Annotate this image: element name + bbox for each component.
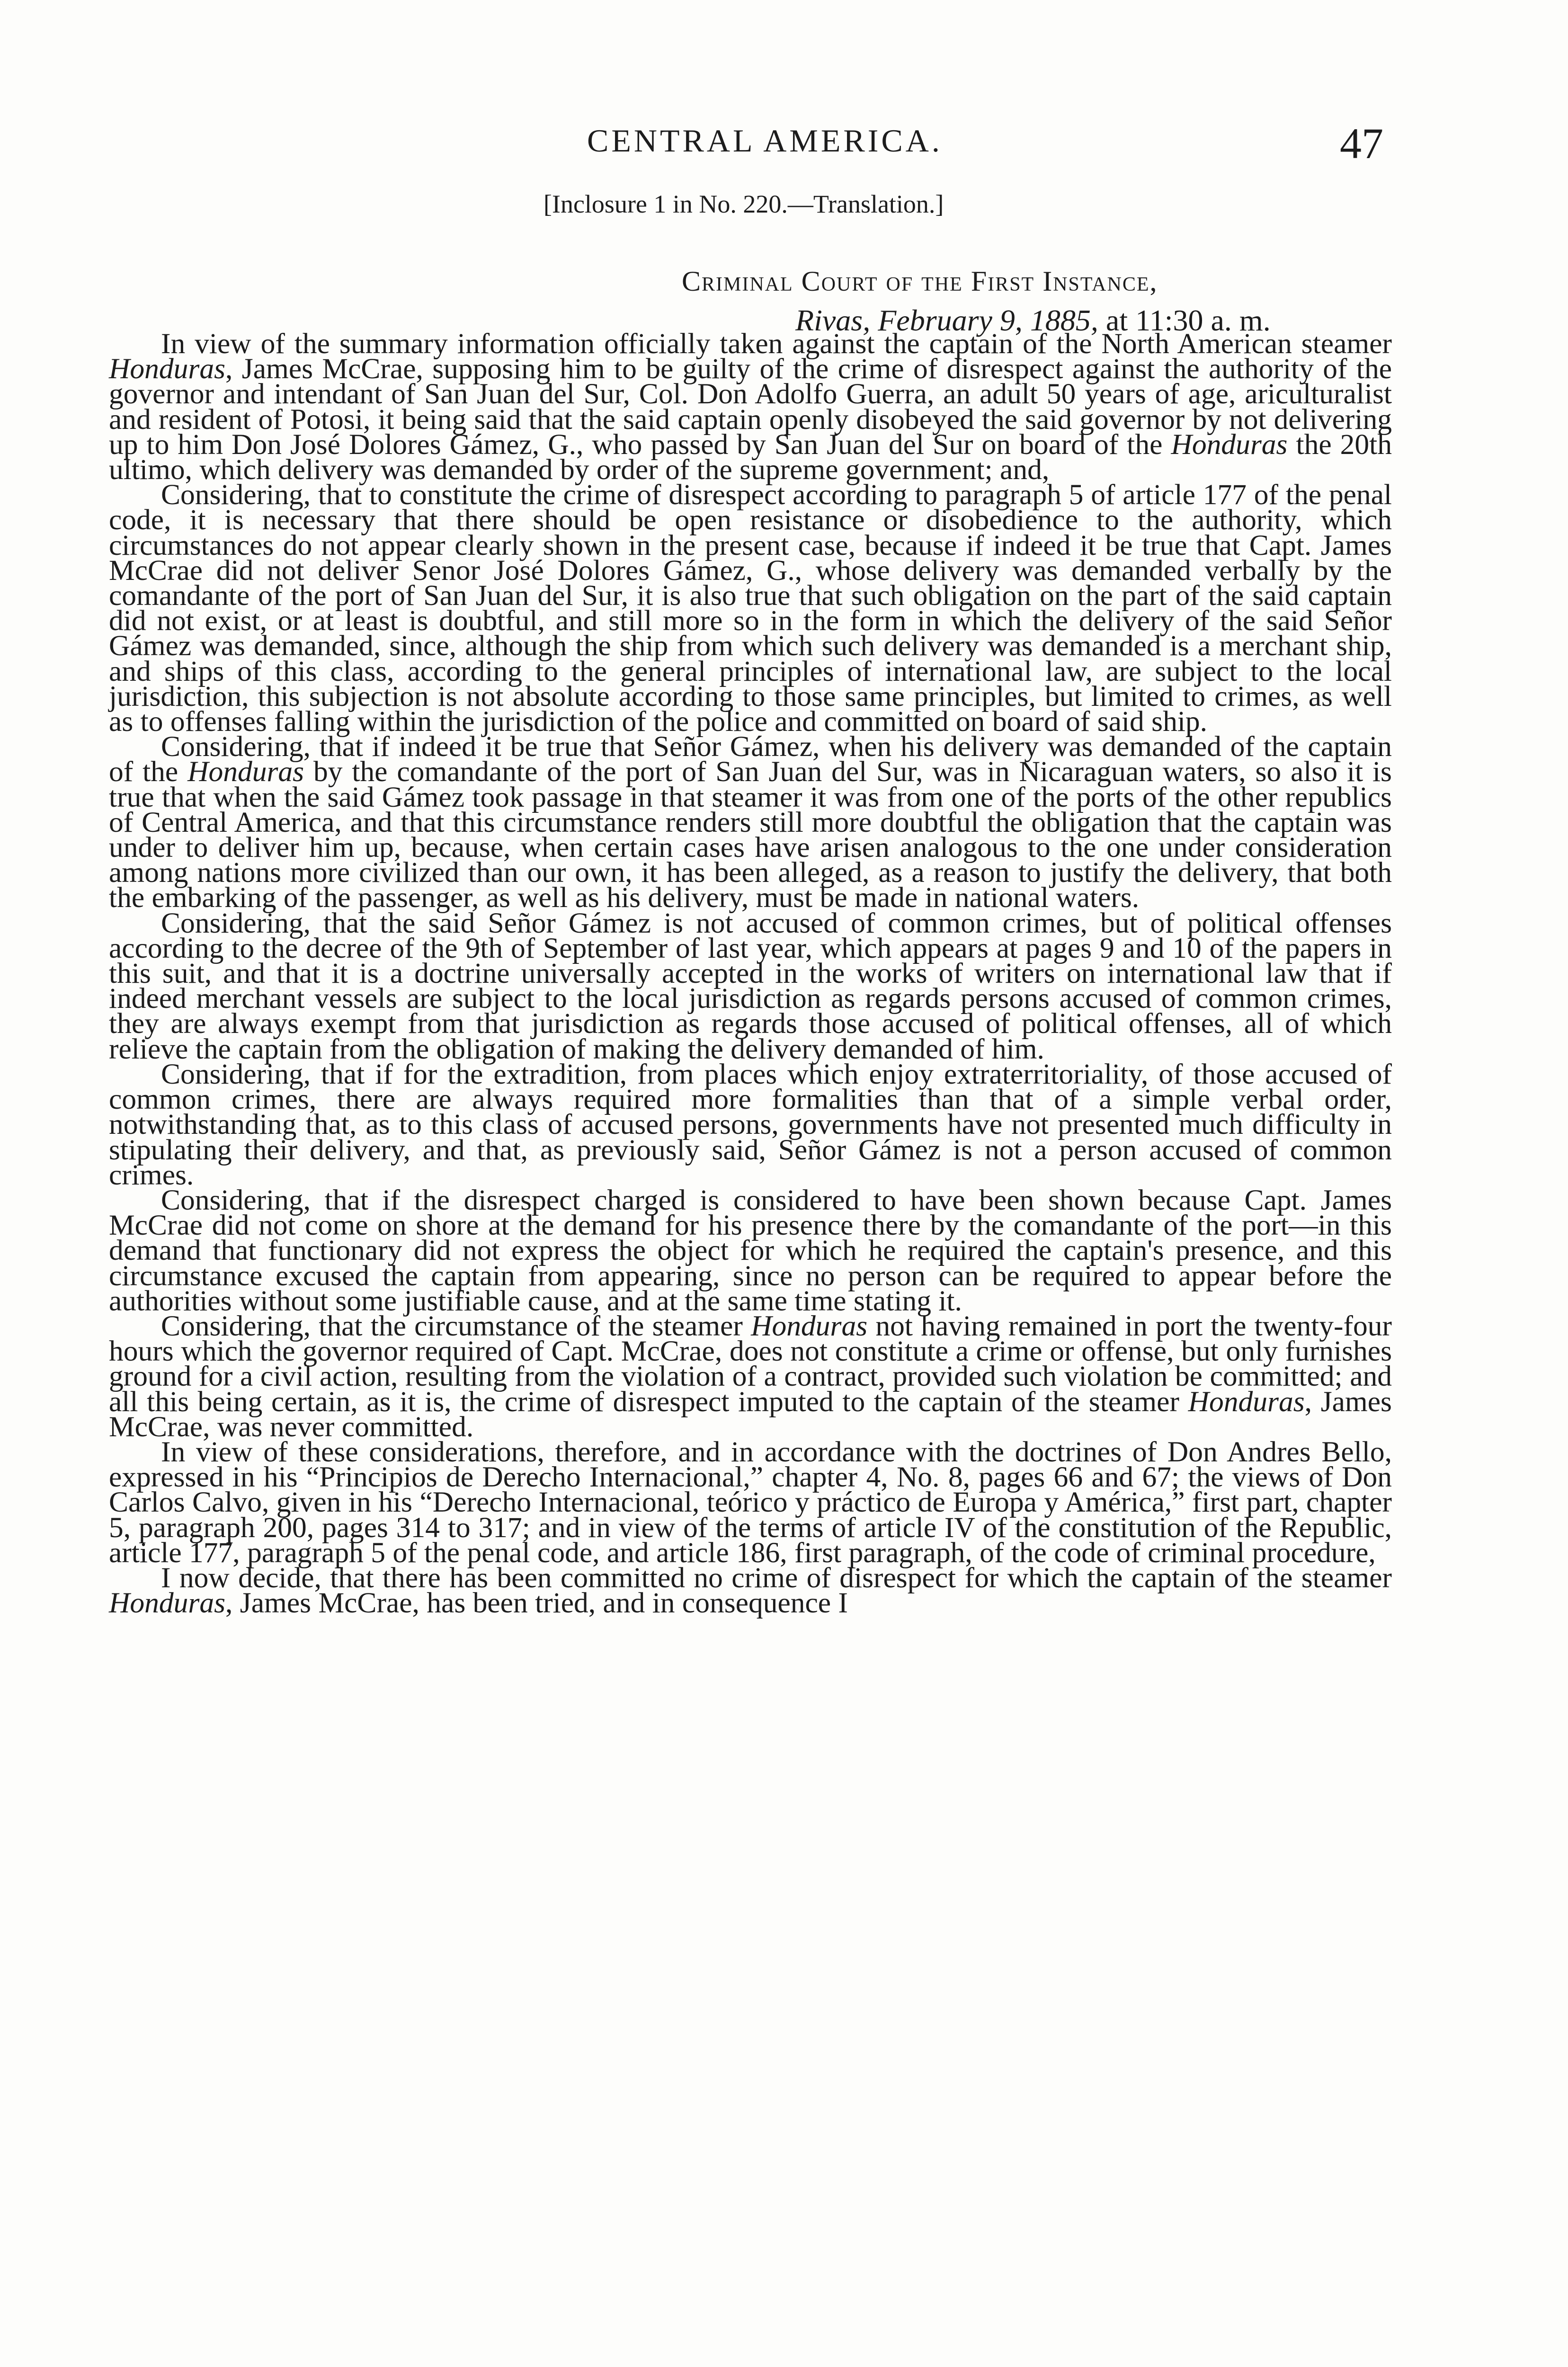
running-title: CENTRAL AMERICA. xyxy=(587,123,943,159)
paragraph: Considering, that to constitute the crime of disrespect according to paragraph 5 of article 177 of the penal code, it is necessary that there should be open resistance or disobedience to the authority, which circumstances do not appear clearly shown in the present case, because if indeed it be true that Capt. James McCrae did not deliver Senor José Dolores Gámez, G., whose delivery was demanded verbally by the comandante of the port of San Juan del Sur, it is also true that such obligation on the part of the said captain did not exist, or at least is doubtful, and still more so in the form in which the delivery of the said Señor Gámez was demanded, since, although the ship from which such delivery was demanded is a merchant ship, and ships of this class, according to the general principles of international law, are subject to the local jurisdiction, this subjection is not absolute according to those same principles, but limited to crimes, as well as to offenses falling within the jurisdiction of the police and committed on board of said ship. xyxy=(109,479,1392,738)
court-title: Criminal Court of the First Instance, xyxy=(682,266,1158,297)
paragraph: Considering, that if the disrespect charged is considered to have been shown because Capt. James McCrae did not come on shore at the demand for his presence there by the comandante of the port—in this demand that functionary did not express the object for which he required the captain's presence, and this circumstance excused the captain from appearing, since no person can be required to appear before the authorities without some justifiable cause, and at the same time stating it. xyxy=(109,1184,1392,1317)
paragraph: Considering, that the circumstance of the steamer Honduras not having remained in port the twenty-four hours which the governor required of Capt. McCrae, does not constitute a crime or offense, but only furnishes ground for a civil action, resulting from the violation of a contract, provided such violation be committed; and all this being certain, as it is, the crime of disrespect imputed to the captain of the steamer Honduras, James McCrae, was never committed. xyxy=(109,1309,1392,1443)
inclosure-note: [Inclosure 1 in No. 220.—Translation.] xyxy=(543,190,944,218)
paragraph: Considering, that the said Señor Gámez is not accused of common crimes, but of political offenses according to the decree of the 9th of September of last year, which appears at pages 9 and 10 of the papers in this suit, and that it is a doctrine universally accepted in the works of writers on international law that if indeed merchant vessels are subject to the local jurisdiction as regards persons accused of common crimes, they are always exempt from that jurisdiction as regards those accused of political offenses, all of which relieve the captain from the obligation of making the delivery demanded of him. xyxy=(109,907,1392,1065)
page-number: 47 xyxy=(1340,119,1383,168)
body-text xyxy=(109,328,1392,1620)
paragraph: In view of these considerations, therefore, and in accordance with the doctrines of Don Andres Bello, expressed in his “Principios de Derecho Internacional,” chapter 4, No. 8, pages 66 and 67; the views of Don Carlos Calvo, given in his “Derecho Internacional, teórico y práctico de Europa y América,” first part, chapter 5, paragraph 200, pages 314 to 317; and in view of the terms of article IV of the constitution of the Republic, article 177, paragraph 5 of the penal code, and article 186, first paragraph, of the code of criminal procedure, xyxy=(109,1435,1392,1569)
paragraph: Considering, that if indeed it be true that Señor Gámez, when his delivery was demanded of the captain of the Honduras by the comandante of the port of San Juan del Sur, was in Nicaraguan waters, so also it is true that when the said Gámez took passage in that steamer it was from one of the ports of the other republics of Central America, and that this circumstance renders still more doubtful the obligation that the captain was under to deliver him up, because, when certain cases have arisen analogous to the one under consideration among nations more civilized than our own, it has been alleged, as a reason to justify the delivery, that both the embarking of the passenger, as well as his delivery, must be made in national waters. xyxy=(109,730,1392,914)
paragraph: In view of the summary information officially taken against the captain of the North American steamer Honduras, James McCrae, supposing him to be guilty of the crime of disrespect against the authority of the governor and intendant of San Juan del Sur, Col. Don Adolfo Guerra, an adult 50 years of age, ariculturalist and resident of Potosi, it being said that the said captain openly disobeyed the said governor by not delivering up to him Don José Dolores Gámez, G., who passed by San Juan del Sur on board of the Honduras the 20th ultimo, which delivery was demanded by order of the supreme government; and, xyxy=(109,328,1392,486)
dateline-place: Rivas, February 9, 1885, xyxy=(795,303,1098,337)
dateline-time: at 11:30 a. m. xyxy=(1098,303,1271,337)
paragraph: I now decide, that there has been committed no crime of disrespect for which the captain of the steamer Honduras, James McCrae, has been tried, and in consequence I xyxy=(109,1561,1392,1620)
paragraph: Considering, that if for the extradition, from places which enjoy extraterritoriality, of those accused of common crimes, there are always required more formalities than that of a simple verbal order, notwithstanding that, as to this class of accused persons, governments have not presented much difficulty in stipulating their delivery, and that, as previously said, Señor Gámez is not a person accused of common crimes. xyxy=(109,1058,1392,1191)
